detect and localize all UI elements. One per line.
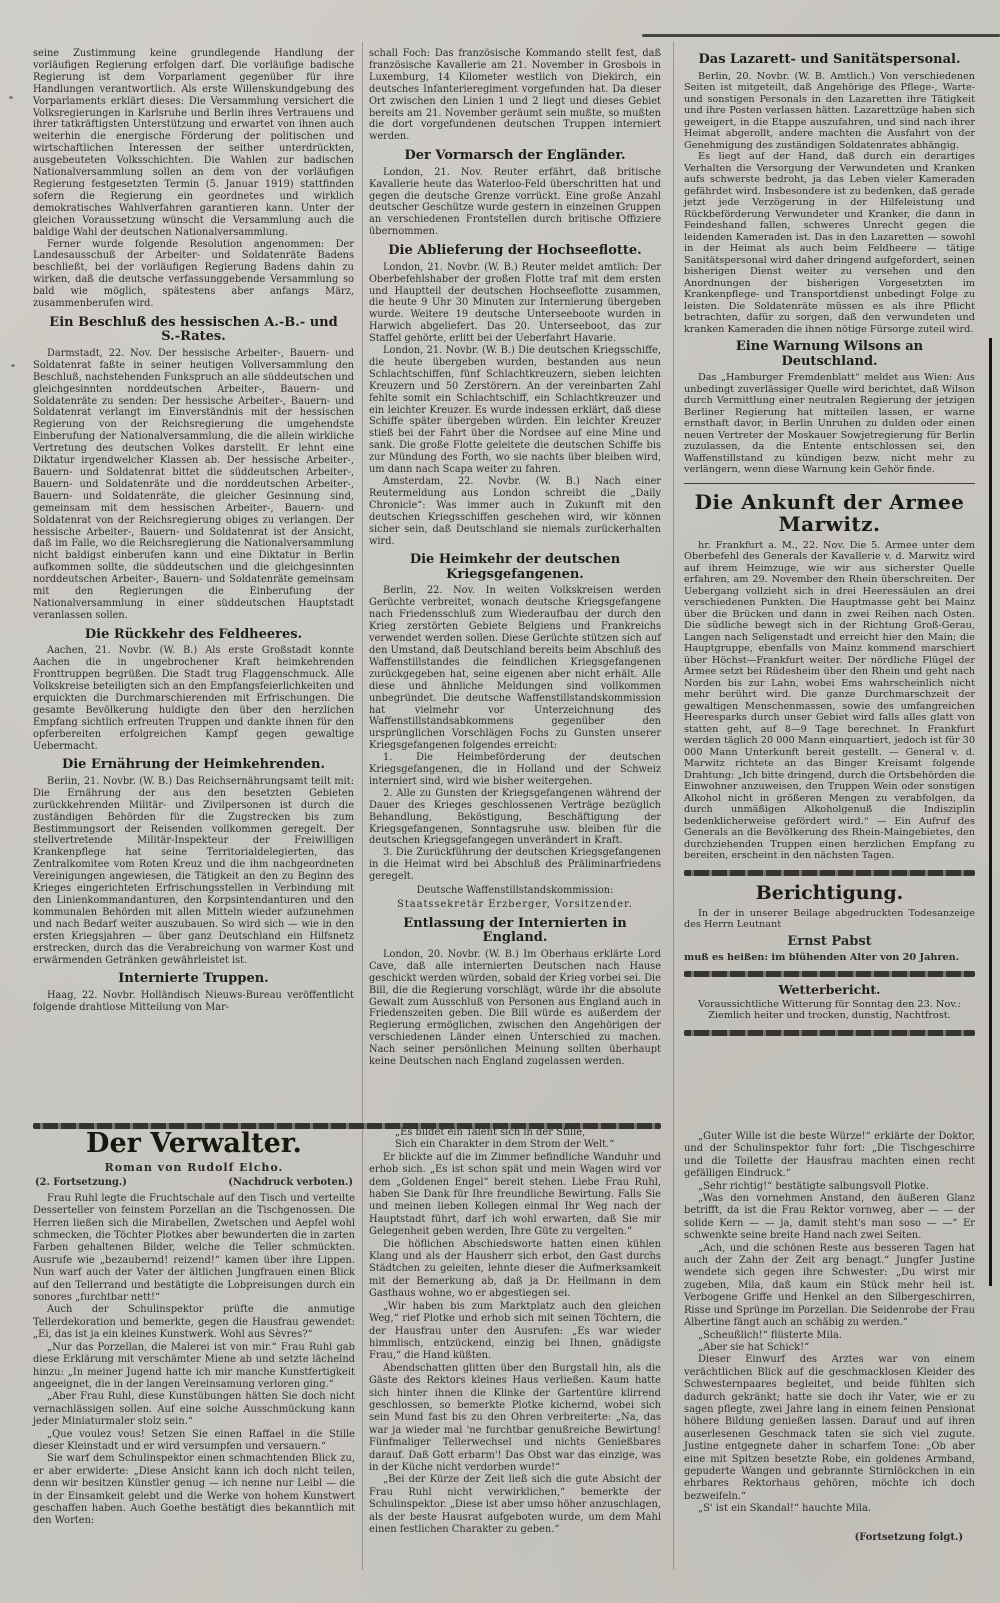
article-heading: Die Ernährung der Heimkehrenden. bbox=[61, 757, 326, 773]
column-divider bbox=[673, 42, 674, 1570]
article-paragraph: London, 21. Novbr. (W. B.) Reuter meldet amtlich: Der Oberbefehlshaber der großen Flotte traf mit dem ersten und Hauptteil der deutschen Hochseeflotte zusammen, die heute 9 Uhr 30 Minuten zur Internierung übergeben wurde. Weitere 19 deutsche Unterseeboote wurden in Harwich abgeliefert. Das 20. Unterseeboot, das zur Staffel gehörte, erlitt bei der Ueberfahrt Havarie. bbox=[369, 261, 661, 345]
news-column-1 bbox=[33, 48, 354, 1014]
feuilleton-paragraph: „Sehr richtig!“ bestätigte salbungsvoll Plotke. bbox=[698, 1180, 930, 1192]
scan-artifact bbox=[989, 338, 992, 1286]
article-heading: Ein Beschluß des hessischen A.-B.- und S.-Rates. bbox=[49, 314, 338, 345]
weather-line: Ziemlich heiter und trocken, dunstig, Nachtfrost. bbox=[708, 1010, 951, 1021]
article-paragraph: London, 20. Novbr. (W. B.) Im Oberhaus erklärte Lord Cave, daß alle internierten Deutschen nach Hause geschickt werden würden, sobald der Krieg vorbei sei. Die Bill, die die Regierung vorschlägt, würde ihr die absolute Gewalt zum Ausschluß von Personen aus England auch in Friedenszeiten geben. Die Bill würde es außerdem der Regierung ermöglichen, zwischen den Angehörigen der verschiedenen Länder einen Unterschied zu machen. Nach seiner persönlichen Meinung sollten überhaupt keine Deutschen nach England zugelassen werden. bbox=[369, 948, 661, 1068]
feuilleton-title: Der Verwalter. bbox=[86, 1128, 302, 1159]
article-paragraph: Berlin, 22. Nov. In weiten Volkskreisen werden Gerüchte verbreitet, wonach deutsche Kriegsgefangene nach Friedensschluß zum Wiederaufbau der durch den Krieg zerstörten Gebiete Belgiens und Frankreichs verwendet werden sollen. Diese Gerüchte stützen sich auf den Umstand, daß Deutschland bereits beim Abschluß des Waffenstillstandes die feindlichen Kriegsgefangenen zurückgegeben hat, seine eigenen aber nicht erhält. Alle diese und ähnliche Meldungen sind vollkommen unbegründet. Die deutsche Waffenstillstandskommission hat vielmehr vor Unterzeichnung des Waffenstillstandsabkommens gegenüber den ursprünglichen Vorschlägen Fochs zu Gunsten unserer Kriegsgefangenen folgendes erreicht: bbox=[369, 585, 661, 752]
column-divider bbox=[362, 42, 363, 1570]
article-heading: Das Lazarett- und Sanitätspersonal. bbox=[698, 52, 961, 67]
article-heading: Entlassung der Internierten in England. bbox=[403, 915, 627, 946]
feuilleton-subtitle: Roman von Rudolf Elcho. bbox=[104, 1161, 284, 1174]
feuilleton-paragraph: „Nur das Porzellan, die Malerei ist von mir.“ Frau Ruhl gab diese Erklärung mit verschämter Miene ab und setzte lächelnd hinzu: „In meiner Jugend hatte ich mir manche Kunstfertigkeit angeeignet, die in der langen Vereinsamung verloren ging.“ bbox=[33, 1341, 355, 1390]
feuilleton-column-2 bbox=[369, 1127, 661, 1536]
poem-line: Sich ein Charakter in dem Strom der Welt.“ bbox=[395, 1139, 615, 1151]
installment-note: (2. Fortsetzung.) bbox=[35, 1177, 127, 1189]
ornamental-rule bbox=[684, 971, 975, 977]
feuilleton-paragraph: Abendschatten glitten über den Burgstall hin, als die Gäste des Rektors kleines Haus verließen. Kaum hatte sich hinter ihnen die Klinke der Gartentüre klirrend geschlossen, so bemerkte Plotke kichernd, wobei sich sein Mund fast bis zu den Ohren verbreiterte: „Na, das war ja wieder mal 'ne furchtbar genußreiche Bewirtung! Fünfmaliger Tellerwechsel und nichts Genießbares darauf. Daß Gott erbarm'! Das Obst war das einzige, was in der Küche nicht verdorben wurde!“ bbox=[369, 1362, 661, 1473]
article-paragraph: muß es heißen: im blühenden Alter von 20 Jahren. bbox=[684, 951, 960, 963]
news-column-3 bbox=[684, 48, 975, 1043]
feuilleton-paragraph: Die höflichen Abschiedsworte hatten einen kühlen Klang und als der Hausherr sich erbot, den Gast durchs Städtchen zu geleiten, lehnte dieser die Aufmerksamkeit mit der Bemerkung ab, daß ja Dr. Heilmann in dem Gasthaus wohne, wo er abgestiegen sei. bbox=[369, 1238, 661, 1300]
feuilleton-paragraph: „Ach, und die schönen Reste aus besseren Tagen hat auch der Zahn der Zeit arg benagt.“ Jungfer Justine wendete sich gegen ihre Schwester: „Du wirst mir zugeben, Mila, daß kaum ein Stück mehr heil ist. Verbogene Griffe und Henkel an den Silbergeschirren, Risse und Sprünge im Porzellan. Die Seidenrobe der Frau Albertine fängt auch an schäbig zu werden.“ bbox=[684, 1242, 975, 1329]
article-paragraph: Haag, 22. Novbr. Holländisch Nieuws-Bureau veröffentlicht folgende drahtlose Mitteilung von Mar- bbox=[33, 989, 354, 1013]
feuilleton-paragraph: Er blickte auf die im Zimmer befindliche Wanduhr und erhob sich. „Es ist schon spät und mein Wagen wird vor dem „Goldenen Engel“ bereit stehen. Liebe Frau Ruhl, haben Sie Dank für Ihre freundliche Bewirtung. Falls Sie und meinen lieben Kollegen einmal Ihr Weg nach der Hauptstadt führt, darf ich wohl erwarten, daß Sie mir Gelegenheit geben werden, Ihre Güte zu vergelten.“ bbox=[369, 1151, 661, 1238]
article-heading: Berichtigung. bbox=[755, 881, 904, 904]
article-heading: Eine Warnung Wilsons an Deutschland. bbox=[735, 339, 924, 369]
feuilleton-paragraph: „Aber sie hat Schick!“ bbox=[698, 1341, 810, 1353]
article-heading: Der Vormarsch der Engländer. bbox=[404, 148, 626, 164]
article-paragraph: Es liegt auf der Hand, daß durch ein derartiges Verhalten die Versorgung der Verwundeten und Kranken aufs schwerste bedroht, ja das Leben vieler Kameraden gefährdet wird. Insbesondere ist zu bedenken, daß gerade jetzt jede Verzögerung in der Hilfeleistung und Rückbeförderung Verwundeter und Kranker, die dann in Feindeshand fallen, schweres Unrecht gegen die leidenden Kameraden ist. Das in den Lazaretten — sowohl in der Heimat als auch beim Feldheere — tätige Sanitätspersonal wird daher dringend aufgefordert, seinen bisherigen Dienst weiter zu versehen und den Anordnungen der bisherigen Vorgesetzten im Krankenpflege- und Transportdienst unbedingt Folge zu leisten. Die Soldatenräte müssen es als ihre Pflicht betrachten, dafür zu sorgen, daß den verwundeten und kranken Kameraden die ihnen nötige Fürsorge zuteil wird. bbox=[684, 151, 975, 335]
feuilleton-notes bbox=[35, 1177, 353, 1189]
feuilleton-paragraph: „Aber Frau Ruhl, diese Kunstübungen hätten Sie doch nicht vernachlässigen sollen. Auf eine solche Ausschmückung kann jeder Miniaturmaler stolz sein.“ bbox=[33, 1391, 355, 1428]
list-item: 3. Die Zurückführung der deutschen Kriegsgefangenen in die Heimat wird bei Abschluß des Präliminarfriedens geregelt. bbox=[369, 847, 661, 883]
scan-artifact bbox=[11, 364, 15, 367]
copyright-note: (Nachdruck verboten.) bbox=[228, 1177, 353, 1189]
weather-line: Voraussichtliche Witterung für Sonntag den 23. Nov.: bbox=[698, 998, 961, 1010]
feuilleton-paragraph: Auch der Schulinspektor prüfte die anmutige Tellerdekoration und bemerkte, gegen die Hausfrau gewendet: „Ei, das ist ja ein kleines Kunstwerk. Wohl aus Sèvres?“ bbox=[33, 1304, 355, 1341]
article-paragraph: Amsterdam, 22. Novbr. (W. B.) Nach einer Reutermeldung aus London schreibt die „Daily Chronicle“: Was immer auch in Zukunft mit den deutschen Kriegsschiffen geschehen wird, wir können sicher sein, daß Deutschland sie niemals zurückerhalten wird. bbox=[369, 476, 661, 547]
feuilleton-paragraph: „Scheußlich!“ flüsterte Mila. bbox=[698, 1329, 842, 1341]
article-heading: Wetterbericht. bbox=[778, 982, 881, 997]
article-heading: Internierte Truppen. bbox=[118, 971, 269, 987]
article-heading-large: Die Ankunft der Armee Marwitz. bbox=[694, 489, 965, 536]
article-heading: Die Heimkehr der deutschen Kriegsgefangenen. bbox=[409, 552, 621, 582]
feuilleton-paragraph: „Bei der Kürze der Zeit ließ sich die gute Absicht der Frau Ruhl nicht verwirklichen,“ bemerkte der Schulinspektor. „Diese ist aber umso höher anzuschlagen, als der beste Hausrat aufgeboten wurde, um dem Mahl einen festlichen Charakter zu geben.“ bbox=[369, 1474, 661, 1535]
article-paragraph: Aachen, 21. Novbr. (W. B.) Als erste Großstadt konnte Aachen die in ungebrochener Kraft heimkehrenden Fronttruppen begrüßen. Die Stadt trug Flaggenschmuck. Alle Volkskreise beteiligten sich an den Empfangsfeierlichkeiten und erquickten die Durchmarschierenden mit Erfrischungen. Die gesamte Bevölkerung huldigte den über den herzlichen Empfang sichtlich erfreuten Truppen und dankte ihnen für den opferbereiten erfolgreichen Kampf gegen gewaltige Uebermacht. bbox=[33, 645, 354, 752]
thin-rule bbox=[684, 483, 975, 484]
article-heading: Die Rückkehr des Feldheeres. bbox=[84, 626, 303, 642]
feuilleton-paragraph: Frau Ruhl legte die Fruchtschale auf den Tisch und verteilte Desserteller von feinstem Porzellan an die Tischgenossen. Die Herren ließen sich die Mirabellen, Zwetschen und Aepfel wohl schmecken, die Töchter Plotkes aber bewunderten die in zarten Farben gehaltenen Bilder, welche die Teller schmückten. Ausrufe wie „bezaubernd! reizend!“ kamen über ihre Lippen. Nun warf auch der Vater der ältlichen Jungfrauen einen Blick auf den Tellerrand und bestätigte die Lobpreisungen durch ein sonores „furchtbar nett!“ bbox=[33, 1192, 355, 1304]
article-paragraph: schall Foch: Das französische Kommando stellt fest, daß französische Kavallerie am 21. November in Grosbois in Luxemburg, 14 Kilometer westlich von Diekirch, ein deutsches Infanterieregiment vorgefunden hat. Da dieser Ort zwischen den Linien 1 und 2 liegt und dieses Gebiet bereits am 21. November geräumt sein mußte, so mußten die dort vorgefundenen deutschen Truppen interniert werden. bbox=[369, 48, 661, 143]
feuilleton-paragraph: Dieser Einwurf des Arztes war von einem verächtlichen Blick auf die geschmacklosen Kleider des Schwesternpaares begleitet, und beide fühlten sich dadurch gekränkt; hatte sie doch ihr Vater, wie er zu sagen pflegte, zwei Jahre lang in einem feinen Pensionat höhere Bildung genießen lassen. Darauf und auf ihren auserlesenen Geschmack taten sie sich viel zugute. Justine entgegnete daher in scharfem Tone: „Ob aber eine mit Spitzen besetzte Robe, ein goldenes Armband, gepuderte Wangen und gebrannte Stirnlöckchen in ein ehrbares Rektorhaus gehören, möchte ich doch bezweifeln.“ bbox=[684, 1354, 975, 1502]
feuilleton-paragraph: „S' ist ein Skandal!“ hauchte Mila. bbox=[698, 1503, 871, 1515]
feuilleton-paragraph: „Guter Wille ist die beste Würze!“ erklärte der Doktor, und der Schulinspektor fuhr fort: „Die Tischgeschirre und die Toilette der Hausfrau machten einen recht gefälligen Eindruck.“ bbox=[684, 1131, 975, 1180]
article-heading: Die Ablieferung der Hochseeflotte. bbox=[388, 243, 642, 259]
poem-line: „Es bildet ein Talent sich in der Stille, bbox=[395, 1127, 586, 1138]
article-paragraph: London, 21. Nov. Reuter erfährt, daß britische Kavallerie heute das Waterloo-Feld überschritten hat und gegen die deutsche Grenze vorrückt. Eine große Anzahl deutscher Geschütze wurde gestern in einzelnen Gruppen an verschiedenen Frontstellen durch britische Offiziere übernommen. bbox=[369, 166, 661, 238]
list-item: 2. Alle zu Gunsten der Kriegsgefangenen während der Dauer des Krieges geschlossenen Verträge bezüglich Behandlung, Beköstigung, Beschäftigung der Kriegsgefangenen, Sonntagsruhe usw. bleiben für die deutschen Kriegsgefangegen unverändert in Kraft. bbox=[369, 787, 661, 847]
feuilleton-column-3 bbox=[684, 1131, 975, 1544]
signoff-line: Deutsche Waffenstillstandskommission: bbox=[416, 885, 614, 897]
article-paragraph: Berlin, 20. Novbr. (W. B. Amtlich.) Von verschiedenen Seiten ist mitgeteilt, daß Angehörige des Pflege-, Warte- und sonstigen Personals in den Lazaretten ihre Tätigkeit und ihre Posten verlassen hätten. Lazarettzüge haben sich geweigert, in die Etappe auszufahren, und sind nach ihrer Heimat abgerollt, andere machten die Ausfahrt von der Genehmigung des zuständigen Soldatenrates abhängig. bbox=[684, 70, 975, 151]
feuilleton-paragraph: Sie warf dem Schulinspektor einen schmachtenden Blick zu, er aber erwiderte: „Diese Ansicht kann ich doch nicht teilen, denn wir besitzen Künstler genug — ich nenne nur Leibl — die in der Einsamkeit gelebt und die Werke von hohem Kunstwert geschaffen haben. Auch Goethe bestätigt dies bekanntlich mit den Worten: bbox=[33, 1453, 355, 1527]
article-paragraph: In der in unserer Beilage abgedruckten Todesanzeige des Herrn Leutnant bbox=[684, 907, 975, 930]
article-paragraph: Das „Hamburger Fremdenblatt“ meldet aus Wien: Aus unbedingt zuverlässiger Quelle wird berichtet, daß Wilson durch Vermittlung einer neutralen Regierung der jetzigen Berliner Regierung hat mitteilen lassen, er warne ernsthaft davor, in Berlin Unruhen zu dulden oder einen neuen Vertreter der Moskauer Sowjetregierung für Berlin zuzulassen, da die Entente entschlossen sei, den Waffenstillstand zu kündigen bezw. nicht mehr zu verlängern, wenn diese Warnung kein Gehör finde. bbox=[684, 372, 975, 475]
ornamental-rule bbox=[684, 1030, 975, 1036]
article-paragraph: Berlin, 21. Novbr. (W. B.) Das Reichsernährungsamt teilt mit: Die Ernährung der aus den besetzten Gebieten zurückkehrenden Militär- und Zivilpersonen ist durch die zuständigen Behörden für die Zugstrecken bis zum Bestimmungsort der Reisenden vollkommen geregelt. Der stellvertretende Militär-Inspekteur der Freiwilligen Krankenpflege hat seine Territorialdelegierten, das Zentralkomitee vom Roten Kreuz und die ihm nachgeordneten Vereinigungen angewiesen, die Tätigkeit an den zu Beginn des Krieges eingerichteten Erfrischungsstellen in Verbindung mit den Linienkommandanturen, den Korpsintendanturen und den kommunalen Behörden mit allen Mitteln wieder aufzunehmen und nach Bedarf weiter auszubauen. So wird sich — wie in den ersten Kriegsjahren — über ganz Deutschland ein Hilfsnetz erstrecken, durch das die Verabreichung von warmer Kost und erwärmenden Getränken gewährleistet ist. bbox=[33, 775, 354, 966]
continuation-note: (Fortsetzung folgt.) bbox=[854, 1531, 963, 1543]
news-column-2 bbox=[369, 48, 661, 1068]
signoff-line: Staatssekretär Erzberger, Vorsitzender. bbox=[397, 899, 633, 910]
feuilleton-column-1 bbox=[33, 1127, 355, 1528]
person-name: Ernst Pabst bbox=[787, 933, 872, 949]
article-paragraph: hr. Frankfurt a. M., 22. Nov. Die 5. Armee unter dem Oberbefehl des Generals der Kavallerie v. d. Marwitz wird auf ihrem Heimzuge, wie wir aus sicherster Quelle erfahren, am 29. November den Rhein überschreiten. Der Uebergang vollzieht sich in drei Heeressäulen an drei verschiedenen Punkten. Die Hauptmasse geht bei Mainz über die Brücken und dann in zwei Reihen nach Osten. Die südliche bewegt sich in der Richtung Groß-Gerau, Langen nach Seligenstadt und erreicht hier den Main; die Hauptgruppe, ebenfalls von Mainz kommend marschiert über Höchst—Frankfurt weiter. Der nördliche Flügel der Armee setzt bei Rüdesheim über den Rhein und geht nach Norden bis zur Lahn, wobei Ems wahrscheinlich nicht mehr berührt wird. Die ganze Durchmarschzeit der gewaltigen Menschenmassen, sowie des umfangreichen Heeresparks durch unser Gebiet wird falls alles glatt von statten geht, auf 8—9 Tage berechnet. In Frankfurt werden täglich 20 000 Mann einquartiert, jedoch ist für 30 000 Mann Unterkunft bereit gestellt. — General v. d. Marwitz richtete an das Binger Kreisamt folgende Drahtung: „Ich bitte dringend, durch die Ortsbehörden die Einwohner anzuweisen, den Truppen Wein oder sonstigen Alkohol nicht in größeren Mengen zu verabfolgen, da durch unmäßigen Alkoholgenuß die Indisziplin bedenklicherweise gefördert wird.“ — Ein Aufruf des Generals an die Bevölkerung des Rhein-Maingebietes, den durchziehenden Truppen einen herzlichen Empfang zu bereiten, erscheint in den nächsten Tagen. bbox=[684, 539, 975, 861]
scan-artifact bbox=[642, 34, 1000, 37]
scan-artifact bbox=[9, 96, 13, 99]
feuilleton-paragraph: „Wir haben bis zum Marktplatz auch den gleichen Weg,“ rief Plotke und erhob sich mit seinen Töchtern, die der Hausfrau unter den Ausrufen: „Es war wieder himmlisch, entzückend, einzig bei Ihnen, gnädigste Frau,“ die Hand küßten. bbox=[369, 1300, 661, 1362]
article-paragraph: Darmstadt, 22. Nov. Der hessische Arbeiter-, Bauern- und Soldatenrat faßte in seiner heutigen Vollversammlung den Beschluß, nachstehenden Funkspruch an alle süddeutschen und gleichgesinnten norddeutschen Arbeiter-, Bauern- und Soldatenräte zu senden: Der hessische Arbeiter-, Bauern- und Soldatenrat verlangt im Einverständnis mit der hessischen Regierung von der Reichsregierung die umgehendste Einberufung der Nationalversammlung, die die allein wirkliche Vertretung des deutschen Volkes darstellt. Er lehnt eine Diktatur irgendwelcher Klassen ab. Der hessische Arbeiter-, Bauern- und Soldatenrat bittet die süddeutschen Arbeiter-, Bauern- und Soldatenräte und die norddeutschen Arbeiter-, Bauern- und Soldatenräte, die gleicher Gesinnung sind, gemeinsam mit dem hessischen Arbeiter-, Bauern- und Soldatenrat von der Reichsregierung obiges zu verlangen. Der hessische Arbeiter-, Bauern- und Soldatenrat ist der Ansicht, daß im Falle, wo die Reichsregierung die Nationalversammlung nicht baldigst einberufen kann und eine Diktatur in Berlin aufkommen sollte, die süddeutschen und die gleichgesinnten norddeutschen Arbeiter-, Bauern- und Soldatenräte gemeinsam mit den Regierungen die Einberufung der Nationalversammlung in einer süddeutschen Hauptstadt veranlassen sollen. bbox=[33, 347, 354, 621]
list-item: 1. Die Heimbeförderung der deutschen Kriegsgefangenen, die in Holland und der Schweiz interniert sind, wird wie bisher weitergehen. bbox=[369, 752, 661, 787]
article-paragraph: seine Zustimmung keine grundlegende Handlung der vorläufigen Regierung erfolgen darf. Die vorläufige badische Regierung ist dem Vorparlament gegenüber für ihre Handlungen verantwortlich. Als erste Willenskundgebung des Vorparlaments erklärt dieses: Die Versammlung versichert die Volksregierungen in Karlsruhe und Berlin ihres Vertrauens und ihrer tatkräftigsten Unterstützung und erwartet von ihnen auch weiterhin die energische Förderung der politischen und wirtschaftlichen Interessen der seither unterdrückten, ausgebeuteten Volksschichten. Die Wahlen zur badischen Nationalversammlung sollen an dem von der vorläufigen Regierung festgesetzten Termin (5. Januar 1919) stattfinden sofern die Regierung ein geordnetes und wirklich demokratisches Wahlverfahren garantieren kann. Unter der gleichen Voraussetzung wünscht die Versammlung auch die baldige Wahl der deutschen Nationalversammlung. bbox=[33, 48, 354, 238]
article-paragraph: London, 21. Novbr. (W. B.) Die deutschen Kriegsschiffe, die heute übergeben wurden, bestanden aus neun Schlachtschiffen, fünf Schlachtkreuzern, sieben leichten Kreuzern und 50 Zerstörern. An der vereinbarten Zahl fehlte somit ein Schlachtschiff, ein Schlachtkreuzer und ein leichter Kreuzer. Es wurde indessen erklärt, daß diese Schiffe später übergeben würden. Ein leichter Kreuzer stieß bei der Fahrt über die Nordsee auf eine Mine und sank. Die große Flotte geleitete die deutschen Schiffe bis zur Mündung des Forth, wo sie nachts über bleiben wird, um dann nach Scapa weiter zu fahren. bbox=[369, 345, 661, 476]
ornamental-rule bbox=[684, 870, 975, 876]
feuilleton-paragraph: „Que voulez vous! Setzen Sie einen Raffael in die Stille dieser Kleinstadt und er wird versumpfen und versauern.“ bbox=[33, 1428, 355, 1452]
feuilleton-paragraph: „Was den vornehmen Anstand, den äußeren Glanz betrifft, da ist die Frau Rektor vornweg, aber — — der solide Kern — — ja, damit steht's man soso — —“ Er schwenkte seine breite Hand nach zwei Seiten. bbox=[684, 1193, 975, 1242]
article-paragraph: Ferner wurde folgende Resolution angenommen: Der Landesausschuß der Arbeiter- und Soldatenräte Badens beschließt, bei der vorläufigen Regierung Badens dahin zu wirken, daß die deutsche verfassunggebende Versammlung so bald wie möglich, spätestens aber anfangs März, zusammenberufen wird. bbox=[33, 238, 354, 310]
